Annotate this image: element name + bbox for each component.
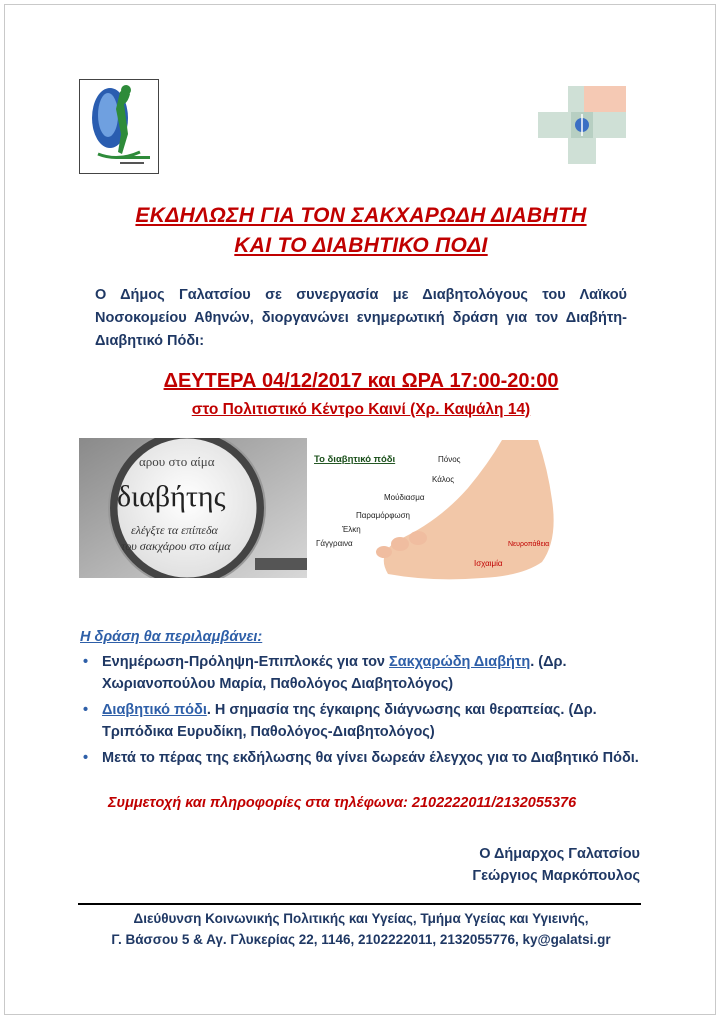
foot-label-ischemia: Ισχαιμία	[474, 559, 503, 568]
bullet-icon: •	[83, 750, 89, 766]
intro-paragraph: Ο Δήμος Γαλατσίου σε συνεργασία με Διαβητολόγους του Λαϊκού Νοσοκομείου Αθηνών, διοργανώνει ενημερωτική δράση για τον Διαβήτη- Διαβητικό Πόδι:	[95, 287, 627, 349]
magnifier-text-mid: ελέγξτε τα επίπεδα	[131, 523, 218, 537]
contact-phones: Συμμετοχή και πληροφορίες στα τηλέφωνα: 2102222011/2132055376	[108, 795, 577, 811]
bullet-icon: •	[83, 654, 89, 670]
foot-label-ulcers: Έλκη	[342, 525, 361, 534]
signature-role: Ο Δήμαρχος Γαλατσίου	[479, 846, 640, 862]
bullet-icon: •	[83, 702, 89, 718]
list-item: • Ενημέρωση-Πρόληψη-Επιπλοκές για τον Σακχαρώδη Διαβήτη. (Δρ. Χωριανοπούλου Μαρία, Παθολόγος Διαβητολόγος)	[80, 651, 640, 695]
title-line-1: ΕΚΔΗΛΩΣΗ ΓΙΑ ΤΟΝ ΣΑΚΧΑΡΩΔΗ ΔΙΑΒΗΤΗ	[135, 204, 587, 227]
foot-label-pain: Πόνος	[438, 455, 461, 464]
foot-label-gangrene: Γάγγραινα	[316, 539, 353, 548]
list-item: • Μετά το πέρας της εκδήλωσης θα γίνει δωρεάν έλεγχος για το Διαβητικό Πόδι.	[80, 747, 640, 769]
magnifier-text-top: αρου στο αίμα	[139, 454, 215, 469]
signature-name: Γεώργιος Μαρκόπουλος	[472, 868, 640, 884]
event-date-time: ΔΕΥΤΕΡΑ 04/12/2017 και ΩΡΑ 17:00-20:00	[163, 370, 559, 392]
diabetes-link[interactable]: Σακχαρώδη Διαβήτη	[389, 654, 531, 670]
foot-label-neuropathy: Νευροπάθεια	[508, 541, 550, 548]
municipality-health-logo	[79, 79, 159, 174]
title-line-2: ΚΑΙ ΤΟ ΔΙΑΒΗΤΙΚΟ ΠΟΔΙ	[234, 234, 488, 257]
cross-emblem-logo	[538, 86, 626, 164]
program-heading: Η δράση θα περιλαμβάνει:	[80, 629, 263, 645]
footer-divider	[78, 903, 641, 905]
diabetic-foot-link[interactable]: Διαβητικό πόδι	[102, 702, 207, 718]
diabetic-foot-image	[308, 434, 569, 584]
list-item: • Διαβητικό πόδι. Η σημασία της έγκαιρης διάγνωσης και θεραπείας. (Δρ. Τριπόδικα Ευρυδίκη, Παθολόγος-Διαβητολόγος)	[80, 699, 640, 743]
footer	[0, 908, 722, 950]
footer-line-1: Διεύθυνση Κοινωνικής Πολιτικής και Υγείας, Τμήμα Υγείας και Υγιεινής,	[133, 911, 589, 926]
magnifier-word: διαβήτης	[117, 480, 226, 513]
magnifier-text-bottom: του σακχάρου στο αίμα	[121, 539, 231, 553]
foot-title: Το διαβητικό πόδι	[314, 454, 396, 465]
footer-line-2: Γ. Βάσσου 5 & Αγ. Γλυκερίας 22, 1146, 2102222011, 2132055776, ky@galatsi.gr	[111, 932, 611, 947]
program-list	[80, 651, 640, 773]
foot-label-numbness: Μούδιασμα	[384, 493, 425, 502]
foot-label-deformity: Παραμόρφωση	[356, 511, 411, 520]
foot-label-callus: Κάλος	[432, 475, 455, 484]
event-venue: στο Πολιτιστικό Κέντρο Καινί (Χρ. Καψάλη 14)	[191, 401, 531, 418]
diabetes-magnifier-image	[79, 438, 307, 578]
signature-block	[472, 843, 640, 887]
